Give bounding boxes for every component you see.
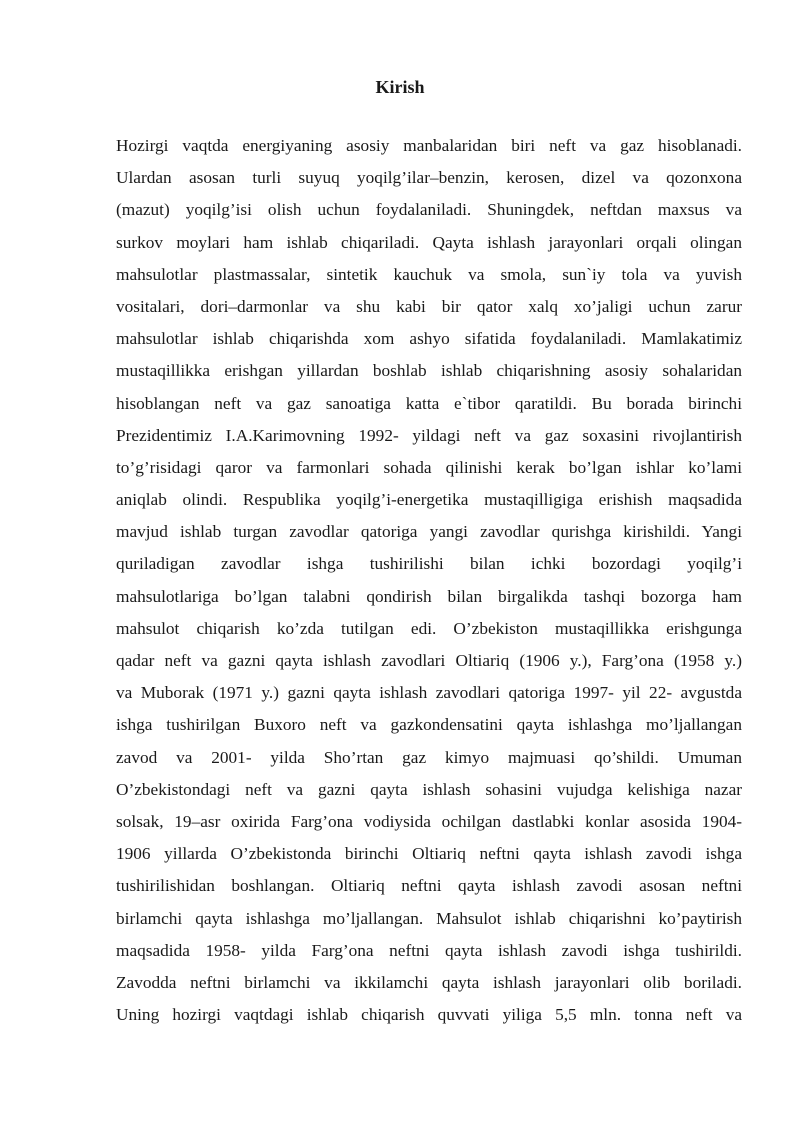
text-line: O’zbekistondagi neft va gazni qayta ishlash sohasini vujudga kelishiga nazar xyxy=(116,779,742,799)
text-line: Ulardan asosan turli suyuq yoqilg’ilar–benzin, kerosen, dizel va qozonxona xyxy=(116,168,742,188)
text-line: 1906 yillarda O’zbekistonda birinchi Oltiariq neftni qayta ishlash zavodi ishga xyxy=(116,844,742,864)
text-line: mahsulotlariga bo’lgan talabni qondirish bilan birgalikda tashqi bozorga ham xyxy=(116,586,742,606)
text-line: vositalari, dori–darmonlar va shu kabi bir qator xalq xo’jaligi uchun zarur xyxy=(116,296,742,316)
text-line: solsak, 19–asr oxirida Farg’ona vodiysida ochilgan dastlabki konlar asosida 1904- xyxy=(116,811,742,831)
text-line: maqsadida 1958- yilda Farg’ona neftni qayta ishlash zavodi ishga tushirildi. xyxy=(116,940,742,960)
text-line: aniqlab olindi. Respublika yoqilg’i-energetika mustaqilligiga erishish maqsadida xyxy=(116,490,742,510)
text-line: ishga tushirilgan Buxoro neft va gazkondensatini qayta ishlashga mo’ljallangan xyxy=(116,715,742,735)
text-line: mahsulotlar ishlab chiqarishda xom ashyo sifatida foydalaniladi. Mamlakatimiz xyxy=(116,329,742,349)
body-paragraph xyxy=(116,130,742,1031)
text-line: Zavodda neftni birlamchi va ikkilamchi qayta ishlash jarayonlari olib boriladi. xyxy=(116,972,742,992)
text-line: Uning hozirgi vaqtdagi ishlab chiqarish quvvati yiliga 5,5 mln. tonna neft va xyxy=(116,1005,742,1025)
page-title: Kirish xyxy=(375,77,425,97)
text-line: tushirilishidan boshlangan. Oltiariq neftni qayta ishlash zavodi asosan neftni xyxy=(116,876,742,896)
text-line: qadar neft va gazni qayta ishlash zavodlari Oltiariq (1906 y.), Farg’ona (1958 y.) xyxy=(116,651,742,670)
text-line: mahsulot chiqarish ko’zda tutilgan edi. O’zbekiston mustaqillikka erishgunga xyxy=(116,618,742,638)
text-line: zavod va 2001- yilda Sho’rtan gaz kimyo majmuasi qo’shildi. Umuman xyxy=(116,747,742,767)
text-line: birlamchi qayta ishlashga mo’ljallangan. Mahsulot ishlab chiqarishni ko’paytirish xyxy=(116,908,742,928)
text-line: va Muborak (1971 y.) gazni qayta ishlash zavodlari qatoriga 1997- yil 22- avgustda xyxy=(116,683,742,703)
text-line: Hozirgi vaqtda energiyaning asosiy manbalaridan biri neft va gaz hisoblanadi. xyxy=(116,136,742,155)
text-line: hisoblangan neft va gaz sanoatiga katta e`tibor qaratildi. Bu borada birinchi xyxy=(116,393,742,413)
text-line: to’g’risidagi qaror va farmonlari sohada qilinishi kerak bo’lgan ishlar ko’lami xyxy=(116,457,742,477)
text-line: mavjud ishlab turgan zavodlar qatoriga yangi zavodlar qurishga kirishildi. Yangi xyxy=(116,522,742,542)
text-line: (mazut) yoqilg’isi olish uchun foydalaniladi. Shuningdek, neftdan maxsus va xyxy=(116,200,742,220)
text-line: mahsulotlar plastmassalar, sintetik kauchuk va smola, sun`iy tola va yuvish xyxy=(116,264,742,284)
text-line: quriladigan zavodlar ishga tushirilishi bilan ichki bozordagi yoqilg’i xyxy=(116,554,742,574)
text-line: surkov moylari ham ishlab chiqariladi. Qayta ishlash jarayonlari orqali olingan xyxy=(116,232,742,252)
text-line: Prezidentimiz I.A.Karimovning 1992- yildagi neft va gaz soxasini rivojlantirish xyxy=(116,425,742,445)
text-line: mustaqillikka erishgan yillardan boshlab ishlab chiqarishning asosiy sohalaridan xyxy=(116,361,742,381)
